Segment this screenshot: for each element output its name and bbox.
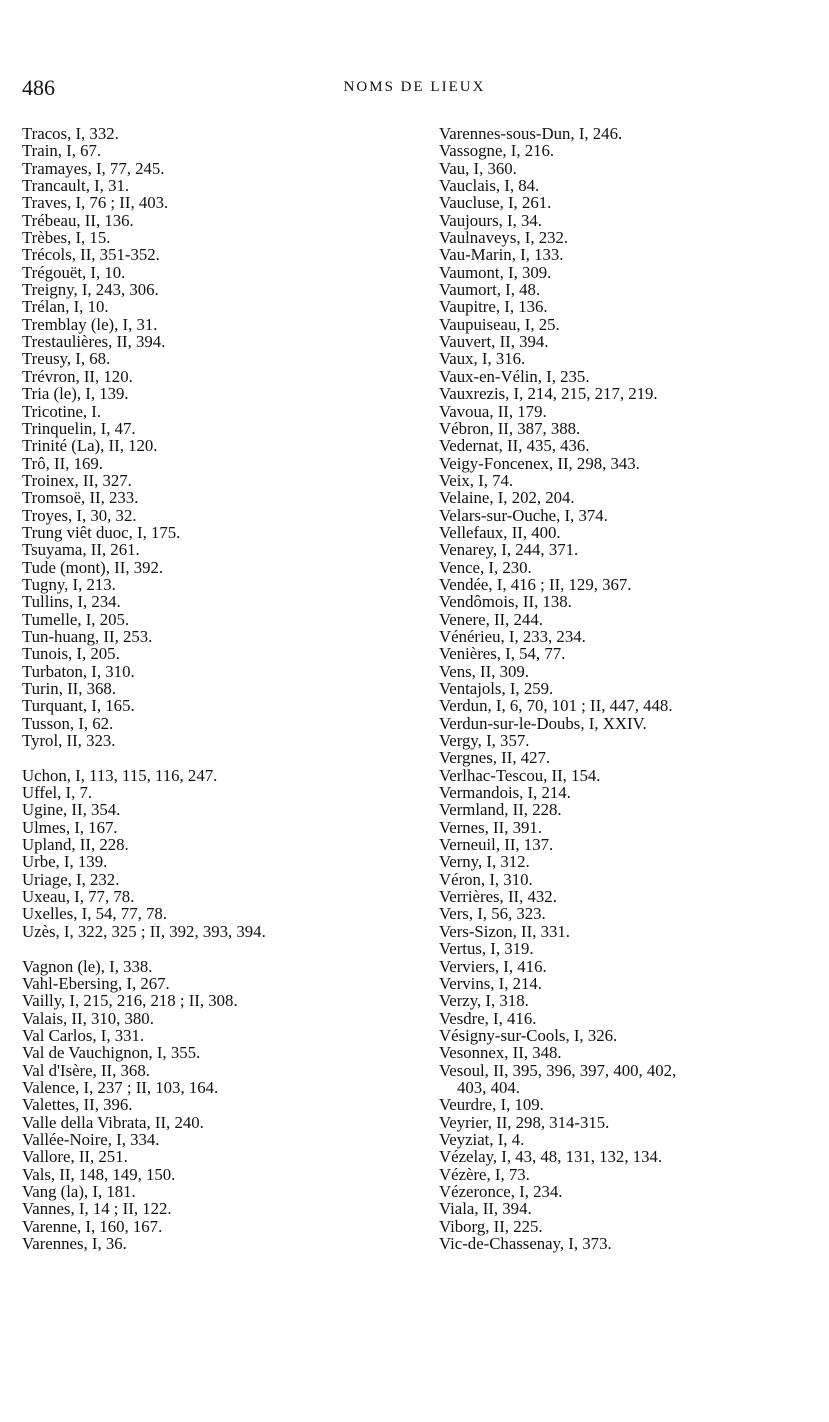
index-entry: Vannes, I, 14 ; II, 122. [22, 1199, 172, 1219]
index-entry: Vésigny-sur-Cools, I, 326. [439, 1025, 618, 1045]
index-entry: Tromsoë, II, 233. [22, 488, 139, 508]
index-entry: Vahl-Ebersing, I, 267. [22, 973, 170, 993]
index-entry: Velaine, I, 202, 204. [439, 488, 575, 508]
index-entry: Vesonnex, II, 348. [439, 1043, 562, 1063]
index-entry: Vergy, I, 357. [439, 731, 530, 751]
index-entry: Trébeau, II, 136. [22, 210, 134, 230]
index-entry: Turquant, I, 165. [22, 696, 135, 716]
index-entry: Vallée-Noire, I, 334. [22, 1129, 160, 1149]
index-entry: Vénérieu, I, 233, 234. [439, 626, 586, 646]
index-entry: Venarey, I, 244, 371. [439, 540, 579, 560]
index-entry: Vaumort, I, 48. [439, 280, 541, 300]
index-entry: Vermland, II, 228. [439, 800, 562, 820]
index-entry: Tumelle, I, 205. [22, 609, 130, 629]
index-entry: Veix, I, 74. [439, 470, 514, 490]
index-entry: Vaujours, I, 34. [439, 210, 543, 230]
index-entry: Varennes-sous-Dun, I, 246. [439, 124, 623, 143]
index-entry: Trécols, II, 351-352. [22, 245, 160, 265]
index-entry: Verviers, I, 416. [439, 956, 547, 976]
index-entry: Uzès, I, 322, 325 ; II, 392, 393, 394. [22, 921, 266, 941]
index-entry: Tsuyama, II, 261. [22, 540, 140, 560]
index-entry: Upland, II, 228. [22, 835, 129, 855]
index-entry: Veurdre, I, 109. [439, 1095, 544, 1115]
index-entry: Tunois, I, 205. [22, 644, 120, 664]
index-entry: Trô, II, 169. [22, 453, 103, 473]
index-entry: Vaux, I, 316. [439, 349, 526, 369]
index-entry: Veyziat, I, 4. [439, 1129, 525, 1149]
index-entry: Tricotine, I. [22, 401, 102, 421]
index-entry: Vernes, II, 391. [439, 817, 542, 837]
index-entry: Tugny, I, 213. [22, 574, 116, 594]
index-entry: Tramayes, I, 77, 245. [22, 158, 165, 178]
index-entry: Troinex, II, 327. [22, 470, 132, 490]
index-entry: Trestaulières, II, 394. [22, 332, 166, 352]
index-entry: Vermandois, I, 214. [439, 783, 571, 803]
index-entry: Tusson, I, 62. [22, 713, 114, 733]
index-entry: Valence, I, 237 ; II, 103, 164. [22, 1077, 219, 1097]
index-entry: Tria (le), I, 139. [22, 384, 129, 404]
index-entry: Uchon, I, 113, 115, 116, 247. [22, 765, 218, 785]
index-entry: Trèbes, I, 15. [22, 228, 111, 248]
index-entry: Tude (mont), II, 392. [22, 557, 164, 577]
index-entry: Vervins, I, 214. [439, 973, 543, 993]
index-entry: Verzy, I, 318. [439, 991, 529, 1011]
index-entry: Vendée, I, 416 ; II, 129, 367. [439, 574, 632, 594]
index-entry: Vic-de-Chassenay, I, 373. [439, 1234, 612, 1253]
index-entry: Vaucluse, I, 261. [439, 193, 552, 213]
index-entry: Vauxrezis, I, 214, 215, 217, 219. [439, 384, 658, 404]
index-entry: Trinquelin, I, 47. [22, 418, 136, 438]
index-entry: Train, I, 67. [22, 141, 102, 161]
index-entry: Vens, II, 309. [439, 661, 529, 681]
index-entry: Treigny, I, 243, 306. [22, 280, 159, 300]
index-entry: Vesoul, II, 395, 396, 397, 400, 402, [439, 1060, 677, 1080]
index-entry: Uriage, I, 232. [22, 869, 120, 889]
index-entry: Vergnes, II, 427. [439, 748, 551, 768]
index-entry: Viborg, II, 225. [439, 1216, 543, 1236]
index-entry: Turbaton, I, 310. [22, 661, 135, 681]
index-entry: Vauvert, II, 394. [439, 332, 549, 352]
index-entry: Vagnon (le), I, 338. [22, 956, 153, 976]
index-entry: Vers, I, 56, 323. [439, 904, 546, 924]
index-entry: Varennes, I, 36. [22, 1234, 127, 1253]
page-number: 486 [22, 75, 55, 100]
index-entry: Valettes, II, 396. [22, 1095, 133, 1115]
index-entry: Verrières, II, 432. [439, 887, 557, 907]
index-entry: Uffel, I, 7. [22, 783, 93, 803]
index-entry: Venières, I, 54, 77. [439, 644, 566, 664]
index-entry: Vaumont, I, 309. [439, 262, 552, 282]
index-entry: Varenne, I, 160, 167. [22, 1216, 163, 1236]
index-entry: Verdun-sur-le-Doubs, I, XXIV. [439, 713, 647, 733]
index-entry: Trévron, II, 120. [22, 366, 133, 386]
index-entry: Vézeronce, I, 234. [439, 1181, 563, 1201]
index-entry: Urbe, I, 139. [22, 852, 108, 872]
section-gap [22, 749, 417, 766]
index-entry: Trancault, I, 31. [22, 176, 130, 196]
index-entry: Vézelay, I, 43, 48, 131, 132, 134. [439, 1147, 663, 1167]
index-entry: Vallore, II, 251. [22, 1147, 128, 1167]
index-entry: Trégouët, I, 10. [22, 262, 126, 282]
index-column-left [22, 125, 417, 1252]
index-entry: Uxeau, I, 77, 78. [22, 887, 135, 907]
index-entry: Vers-Sizon, II, 331. [439, 921, 570, 941]
index-entry: Turin, II, 368. [22, 679, 117, 698]
index-entry: Tracos, I, 332. [22, 124, 119, 143]
index-entry: Vellefaux, II, 400. [439, 522, 561, 542]
index-entry: Verny, I, 312. [439, 852, 530, 872]
index-entry: Trung viêt duoc, I, 175. [22, 522, 181, 542]
index-entry: Venere, II, 244. [439, 609, 543, 629]
index-entry: Veyrier, II, 298, 314-315. [439, 1112, 610, 1132]
index-entry: Vaupuiseau, I, 25. [439, 314, 560, 334]
index-entry: Vaux-en-Vélin, I, 235. [439, 366, 590, 386]
index-entry: Vertus, I, 319. [439, 939, 534, 959]
index-entry: Ugine, II, 354. [22, 800, 121, 820]
index-entry: Vals, II, 148, 149, 150. [22, 1164, 176, 1184]
index-entry: Vailly, I, 215, 216, 218 ; II, 308. [22, 991, 238, 1011]
index-entry: Ventajols, I, 259. [439, 679, 554, 698]
section-gap [22, 940, 417, 957]
index-entry: Vence, I, 230. [439, 557, 532, 577]
page-header [0, 75, 829, 105]
index-entry: Vau, I, 360. [439, 158, 517, 178]
index-entry: Vézère, I, 73. [439, 1164, 530, 1184]
index-entry: Vauclais, I, 84. [439, 176, 540, 196]
index-entry: Verdun, I, 6, 70, 101 ; II, 447, 448. [439, 696, 673, 716]
index-entry: Vendômois, II, 138. [439, 592, 572, 612]
index-entry: Vedernat, II, 435, 436. [439, 436, 590, 456]
index-entry: Vaulnaveys, I, 232. [439, 228, 569, 248]
index-entry: Vesdre, I, 416. [439, 1008, 537, 1028]
index-entry: Trinité (La), II, 120. [22, 436, 158, 456]
index-entry: Val de Vauchignon, I, 355. [22, 1043, 201, 1063]
running-title: NOMS DE LIEUX [343, 79, 486, 95]
index-entry: Troyes, I, 30, 32. [22, 505, 137, 525]
index-entry: Valle della Vibrata, II, 240. [22, 1112, 204, 1132]
index-entry: Val d'Isère, II, 368. [22, 1060, 150, 1080]
index-entry: Vébron, II, 387, 388. [439, 418, 581, 438]
index-entry: Tun-huang, II, 253. [22, 626, 153, 646]
index-entry: Val Carlos, I, 331. [22, 1025, 145, 1045]
index-entry: Véron, I, 310. [439, 869, 533, 889]
index-entry: Traves, I, 76 ; II, 403. [22, 193, 169, 213]
index-entry: Verlhac-Tescou, II, 154. [439, 765, 601, 785]
index-entry: Verneuil, II, 137. [439, 835, 554, 855]
index-entry: Vavoua, II, 179. [439, 401, 547, 421]
index-entry: Tremblay (le), I, 31. [22, 314, 158, 334]
index-entry: Vau-Marin, I, 133. [439, 245, 564, 265]
index-entry: Tullins, I, 234. [22, 592, 121, 612]
index-column-right [439, 125, 829, 1252]
index-entry: Tyrol, II, 323. [22, 731, 116, 751]
index-entry: Viala, II, 394. [439, 1199, 532, 1219]
index-entry: Valais, II, 310, 380. [22, 1008, 154, 1028]
index-entry: Veigy-Foncenex, II, 298, 343. [439, 453, 640, 473]
index-entry: Vang (la), I, 181. [22, 1181, 136, 1201]
index-entry: Trélan, I, 10. [22, 297, 109, 317]
index-entry: Vassogne, I, 216. [439, 141, 555, 161]
index-entry: Treusy, I, 68. [22, 349, 111, 369]
index-entry: Uxelles, I, 54, 77, 78. [22, 904, 167, 924]
index-entry: Ulmes, I, 167. [22, 817, 118, 837]
index-entry-continuation: 403, 404. [457, 1077, 520, 1097]
index-entry: Vaupitre, I, 136. [439, 297, 548, 317]
index-entry: Velars-sur-Ouche, I, 374. [439, 505, 608, 525]
